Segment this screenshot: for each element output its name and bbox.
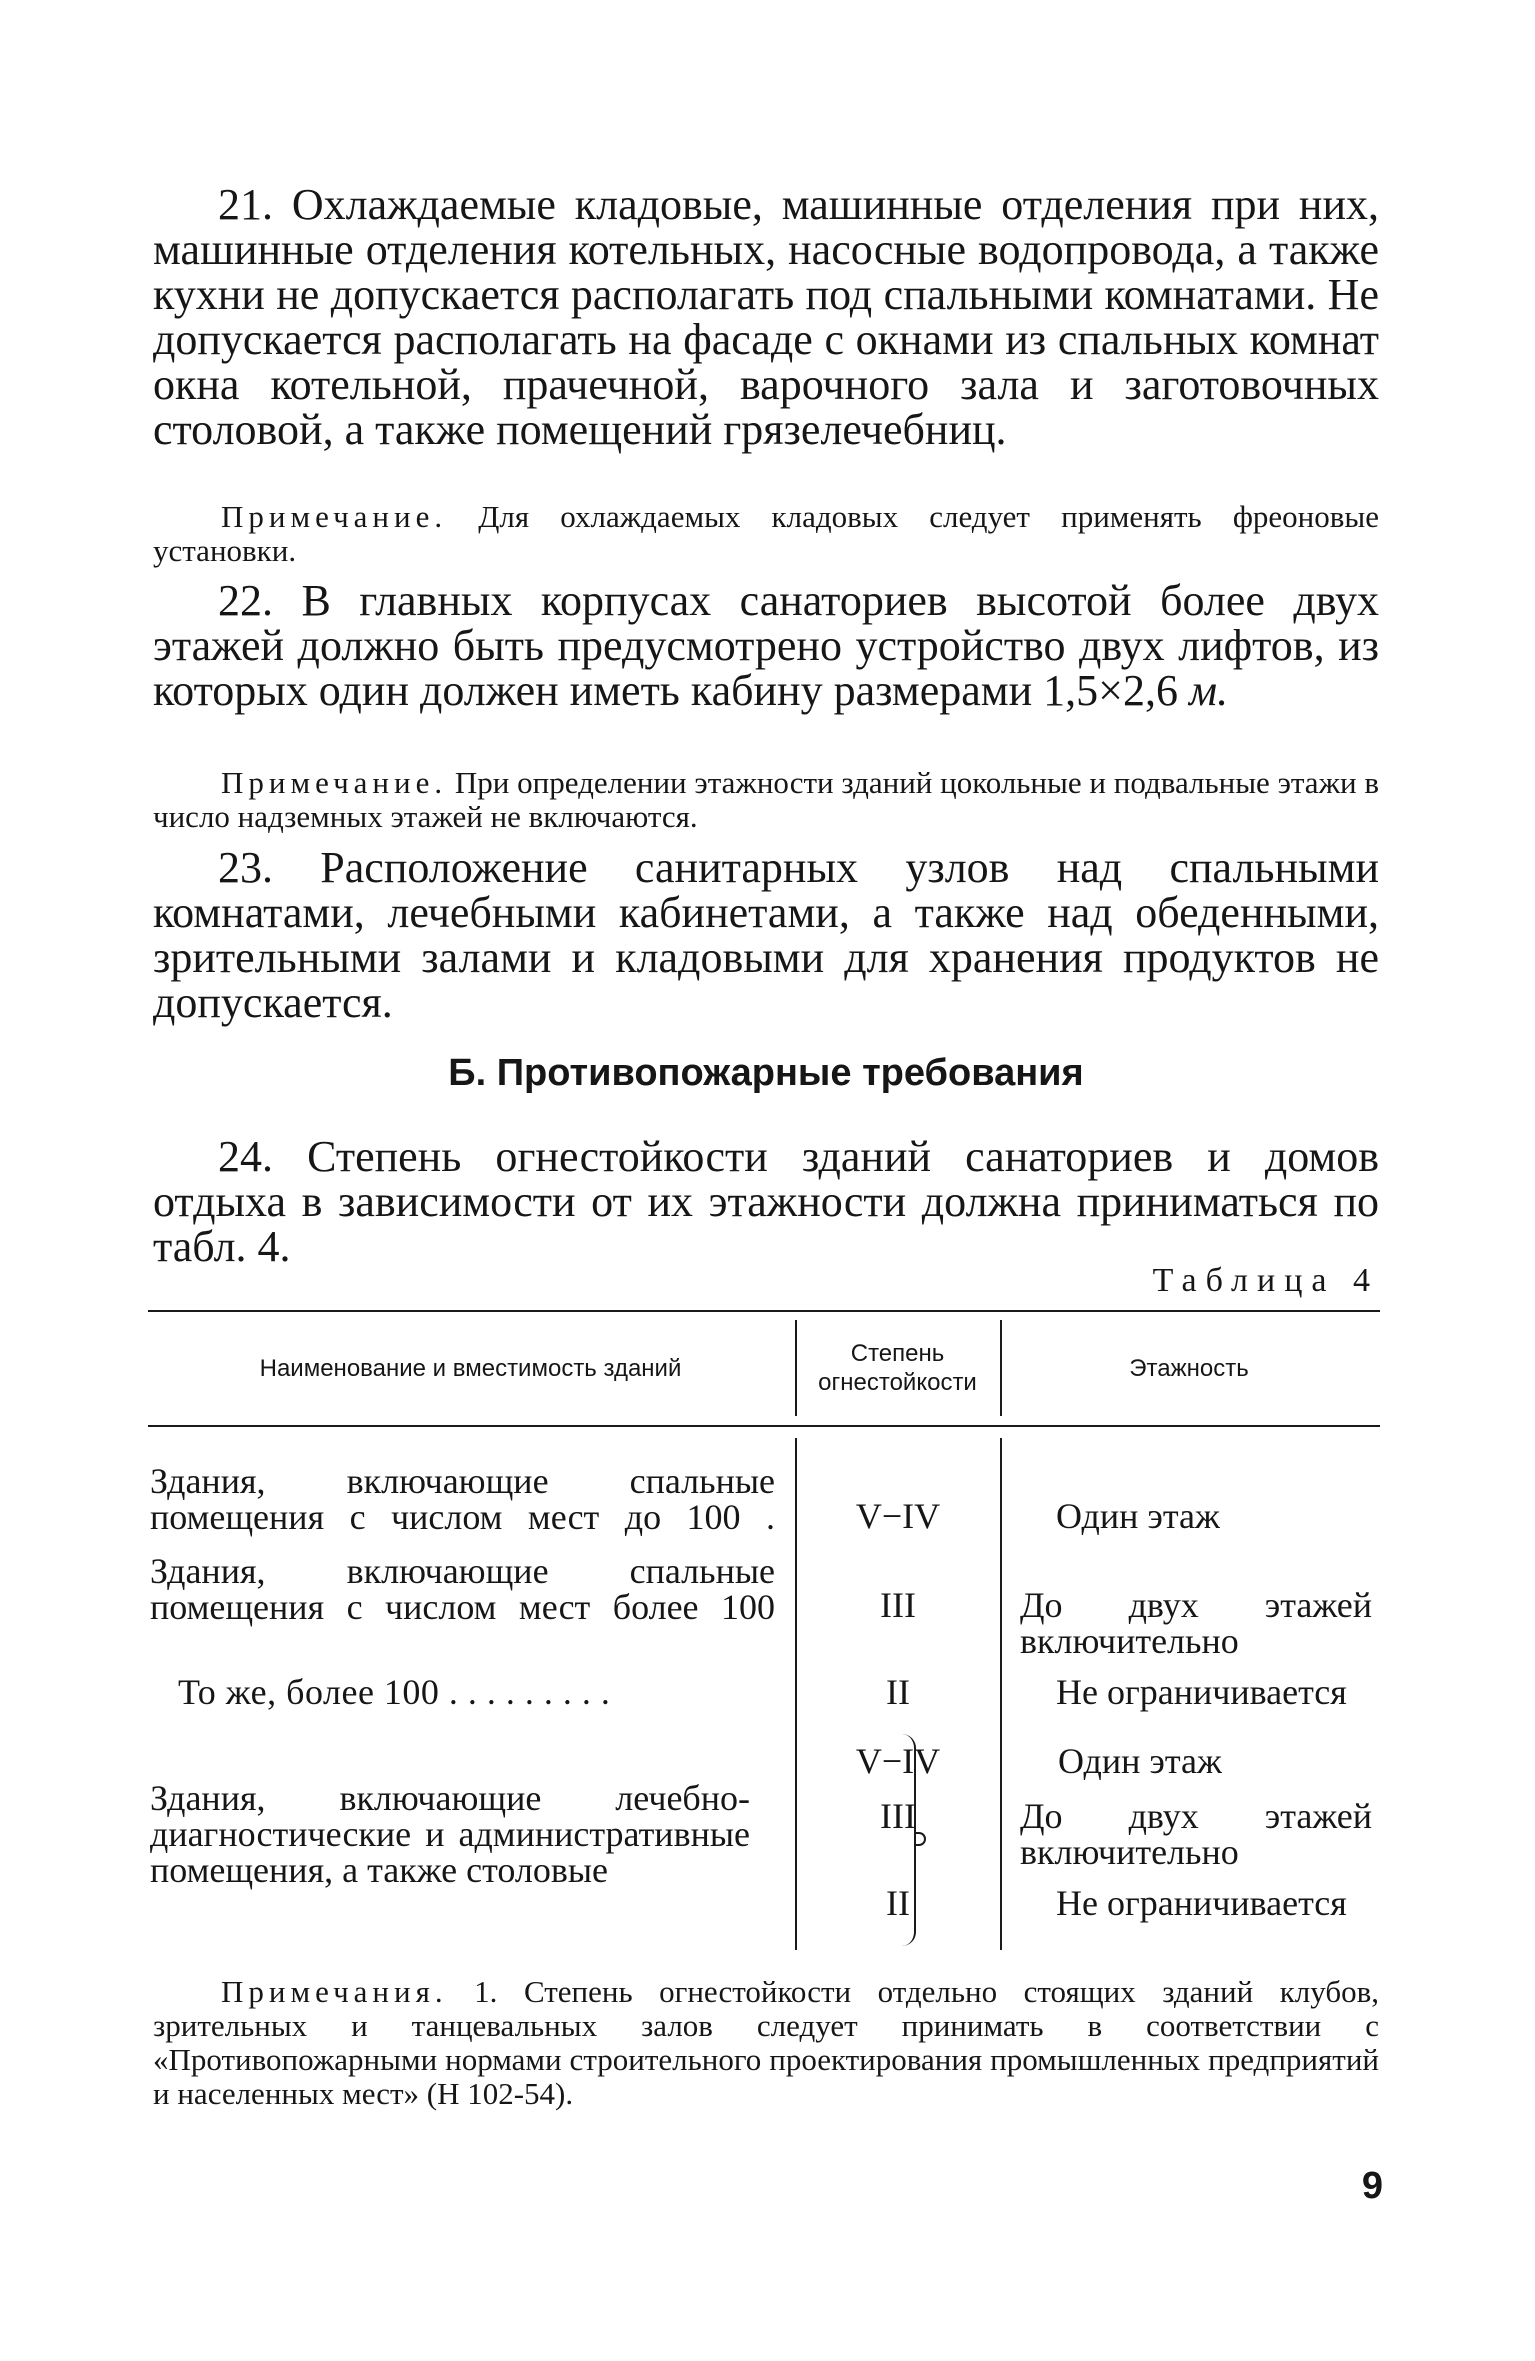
row-2-degree: III	[880, 1585, 916, 1625]
group-degree-3: II	[886, 1883, 910, 1923]
table-caption	[153, 1262, 1379, 1300]
row-1-floors: Один этаж	[1056, 1496, 1220, 1536]
group-floors-2: До двух этажей включительно	[1020, 1796, 1372, 1872]
paragraph-24	[153, 1134, 1379, 1269]
header-name: Наименование и вместимость зданий	[259, 1354, 682, 1382]
table-top-rule	[148, 1310, 1380, 1312]
row-3-name: То же, более 100 . . . . . . . . .	[178, 1672, 611, 1712]
paragraph-23	[153, 845, 1379, 1025]
row-2-floors: До двух этажей включительно	[1020, 1585, 1372, 1661]
section-heading	[153, 1052, 1379, 1095]
note-21-label: Примечание.	[221, 499, 448, 534]
note-21-text: Для охлаждаемых кладовых следует применять фреоновые установки.	[153, 499, 1379, 568]
note-22-text: При определении этажности зданий цокольные и подвальные этажи в число надземных этажей не включаются.	[153, 765, 1379, 834]
table-notes	[153, 1975, 1379, 2111]
row-1-degree: V−IV	[855, 1496, 941, 1536]
section-heading-text: Б. Противопожарные требования	[448, 1052, 1084, 1094]
group-name: Здания, включающие лечебно-диагностические и административные помещения, а также столовые	[150, 1778, 750, 1890]
paragraph-21-text: 21. Охлаждаемые кладовые, машинные отделения при них, машинные отделения котельных, насосные водопровода, а также кухни не допускается располагать под спальными комнатами. Не допускается располагать на фасаде с окнами из спальных комнат окна котельной, прачечной, варочного зала и заготовочных столовой, а также помещений грязелечебниц.	[153, 180, 1379, 454]
body-divider-1	[795, 1438, 797, 1950]
fire-resistance-table	[148, 1310, 1380, 1955]
paragraph-22	[153, 578, 1379, 713]
header-floors: Этажность	[1129, 1354, 1249, 1382]
paragraph-24-text: 24. Степень огнестойкости зданий санаториев и домов отдыха в зависимости от их этажности должна приниматься по табл. 4.	[153, 1132, 1379, 1271]
table-header-rule	[148, 1425, 1380, 1427]
paragraph-21	[153, 182, 1379, 452]
row-3-degree: II	[886, 1672, 910, 1712]
note-22-label: Примечание.	[221, 765, 448, 800]
group-floors-3: Не ограничивается	[1056, 1883, 1347, 1923]
header-divider-2	[1000, 1320, 1002, 1416]
paragraph-22-text: 22. В главных корпусах санаториев высотой более двух этажей должно быть предусмотрено устройство двух лифтов, из которых один должен иметь кабину размерами 1,5×2,6	[153, 576, 1379, 715]
row-1-name: Здания, включающие спальные помещения с числом мест до 100 .	[150, 1461, 775, 1537]
table-notes-label: Примечания.	[221, 1974, 448, 2009]
table-caption-text: Таблица 4	[1152, 1262, 1379, 1299]
group-floors-1: Один этаж	[1058, 1741, 1222, 1781]
group-degree-2: III	[880, 1796, 916, 1836]
row-3-floors: Не ограничивается	[1056, 1672, 1347, 1712]
paragraph-22-unit: м.	[1188, 666, 1229, 715]
note-21	[153, 500, 1379, 568]
header-divider-1	[795, 1320, 797, 1416]
row-2-name: Здания, включающие спальные помещения с числом мест более 100	[150, 1551, 775, 1627]
page-number: 9	[1361, 2165, 1383, 2207]
note-22	[153, 766, 1379, 834]
body-divider-2	[1000, 1438, 1002, 1950]
group-degree-1: V−IV	[855, 1741, 941, 1781]
paragraph-23-text: 23. Расположение санитарных узлов над спальными комнатами, лечебными кабинетами, а также над обеденными, зрительными залами и кладовыми для хранения продуктов не допускается.	[153, 843, 1379, 1027]
table-notes-text: 1. Степень огнестойкости отдельно стоящих зданий клубов, зрительных и танцевальных залов следует принимать в соответствии с «Противопожарными нормами строительного проектирования промышленных предприятий и населенных мест» (Н 102-54).	[153, 1974, 1379, 2111]
header-degree: Степень огнестойкости	[818, 1340, 977, 1396]
